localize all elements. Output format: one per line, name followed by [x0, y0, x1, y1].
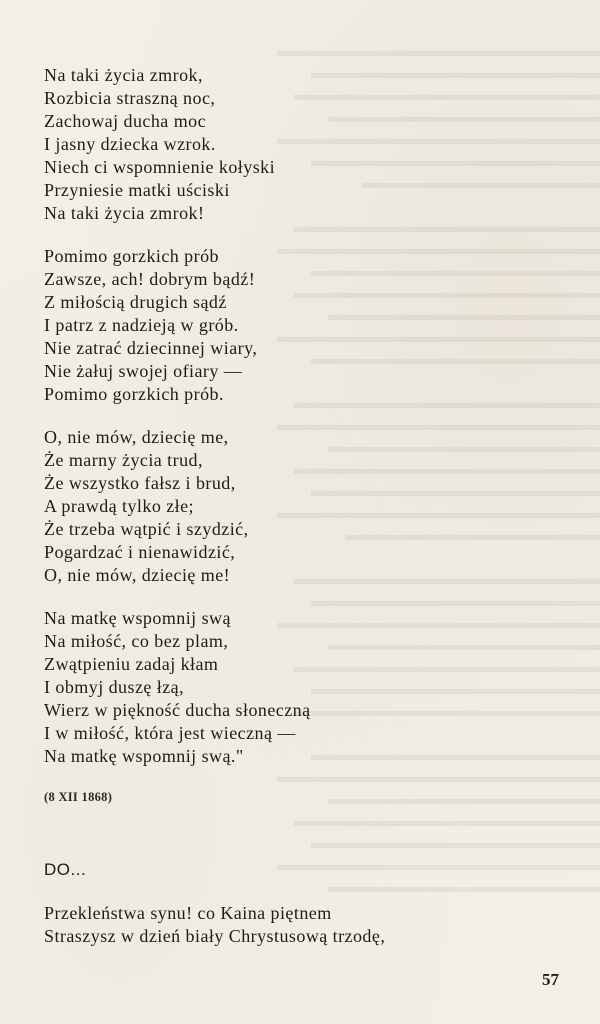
verse-line: Że wszystko fałsz i brud,	[44, 473, 236, 493]
verse-line: Przekleństwa synu! co Kaina piętnem	[44, 903, 332, 923]
verse-line: Niech ci wspomnienie kołyski	[44, 157, 276, 177]
verse-line: I w miłość, która jest wieczną —	[44, 723, 296, 743]
verse-line: Zwątpieniu zadaj kłam	[44, 654, 219, 674]
verse-line: A prawdą tylko złe;	[44, 496, 195, 516]
verse-line: Na taki życia zmrok,	[44, 65, 203, 85]
verse-line: I jasny dziecka wzrok.	[44, 134, 216, 154]
verse-line: Na matkę wspomnij swą	[44, 608, 231, 628]
verse-line: Rozbicia straszną noc,	[44, 88, 216, 108]
verse-line: Przyniesie matki uściski	[44, 180, 230, 200]
verse-line: Pogardzać i nienawidzić,	[44, 542, 236, 562]
verse-line: Straszysz w dzień biały Chrystusową trzodę,	[44, 926, 386, 946]
verse-line: Nie żałuj swojej ofiary —	[44, 361, 243, 381]
verse-line: I obmyj duszę łzą,	[44, 677, 185, 697]
page-number: 57	[542, 970, 559, 989]
verse-line: Zawsze, ach! dobrym bądź!	[44, 269, 256, 289]
poem-stanza	[44, 607, 311, 768]
verse-line: Pomimo gorzkich prób	[44, 246, 219, 266]
poem-stanza	[44, 245, 257, 406]
verse-line: Na taki życia zmrok!	[44, 203, 205, 223]
next-poem-title: DO...	[44, 860, 87, 879]
verse-line: Nie zatrać dziecinnej wiary,	[44, 338, 258, 358]
verse-line: Z miłością drugich sądź	[44, 292, 227, 312]
verse-line: Wierz w piękność ducha słoneczną	[44, 700, 311, 720]
next-poem-stanza	[44, 902, 385, 948]
verse-line: Że marny życia trud,	[44, 450, 203, 470]
verse-line: Zachowaj ducha moc	[44, 111, 207, 131]
verse-line: Na miłość, co bez plam,	[44, 631, 229, 651]
verse-line: Że trzeba wątpić i szydzić,	[44, 519, 249, 539]
verse-line: Pomimo gorzkich prób.	[44, 384, 224, 404]
verse-line: I patrz z nadzieją w grób.	[44, 315, 239, 335]
poem-stanza	[44, 426, 249, 587]
poem-date-note: (8 XII 1868)	[44, 790, 113, 804]
verse-line: Na matkę wspomnij swą."	[44, 746, 244, 766]
verse-line: O, nie mów, dziecię me,	[44, 427, 229, 447]
verse-line: O, nie mów, dziecię me!	[44, 565, 231, 585]
poem-stanza	[44, 64, 275, 225]
reverse-page-bleed-through: ▬▬▬▬▬▬▬▬▬▬▬▬▬▬▬▬▬▬▬ ▬▬▬▬▬▬▬▬▬▬▬▬▬▬▬▬▬ ▬▬▬▬▬▬▬▬▬▬▬▬▬▬▬▬▬▬ ▬▬▬▬▬▬▬▬▬▬▬▬▬▬▬▬ ▬▬▬▬▬▬▬▬▬▬▬▬▬▬▬▬▬▬▬ ▬▬▬▬▬▬▬▬▬▬▬▬▬▬▬▬▬ ▬▬▬▬▬▬▬▬▬▬▬▬▬▬ ▬▬▬▬▬▬▬▬▬▬▬▬▬▬▬▬▬▬ ▬▬▬▬▬▬▬▬▬▬▬▬▬▬▬▬▬▬▬ ▬▬▬▬▬▬▬▬▬▬▬▬▬▬▬▬▬ ▬▬▬▬▬▬▬▬▬▬▬▬▬▬▬▬▬▬ ▬▬▬▬▬▬▬▬▬▬▬▬▬▬▬▬ ▬▬▬▬▬▬▬▬▬▬▬▬▬▬▬▬▬▬▬ ▬▬▬▬▬▬▬▬▬▬▬▬▬▬▬▬▬ ▬▬▬▬▬▬▬▬▬▬▬▬▬▬▬▬▬▬ ▬▬▬▬▬▬▬▬▬▬▬▬▬▬▬▬▬▬▬ ▬▬▬▬▬▬▬▬▬▬▬▬▬▬▬▬ ▬▬▬▬▬▬▬▬▬▬▬▬▬▬▬▬▬▬ ▬▬▬▬▬▬▬▬▬▬▬▬▬▬▬▬▬ ▬▬▬▬▬▬▬▬▬▬▬▬▬▬▬▬▬▬▬ ▬▬▬▬▬▬▬▬▬▬▬▬▬▬▬ ▬▬▬▬▬▬▬▬▬▬▬▬▬▬▬▬▬▬ ▬▬▬▬▬▬▬▬▬▬▬▬▬▬▬▬▬ ▬▬▬▬▬▬▬▬▬▬▬▬▬▬▬▬▬▬▬ ▬▬▬▬▬▬▬▬▬▬▬▬▬▬▬▬ ▬▬▬▬▬▬▬▬▬▬▬▬▬▬▬▬▬▬ ▬▬▬▬▬▬▬▬▬▬▬▬▬▬▬▬▬ ▬▬▬▬▬▬▬▬▬▬▬▬▬▬▬▬▬▬ ▬▬▬▬▬▬▬▬▬▬▬▬▬▬▬▬▬ ▬▬▬▬▬▬▬▬▬▬▬▬▬▬▬▬▬▬▬ ▬▬▬▬▬▬▬▬▬▬▬▬▬▬▬▬ ▬▬▬▬▬▬▬▬▬▬▬▬▬▬▬▬▬▬ ▬▬▬▬▬▬▬▬▬▬▬▬▬▬▬▬▬ ▬▬▬▬▬▬▬▬▬▬▬▬▬▬▬▬▬▬▬ ▬▬▬▬▬▬▬▬▬▬▬▬▬▬▬▬	[277, 41, 600, 896]
